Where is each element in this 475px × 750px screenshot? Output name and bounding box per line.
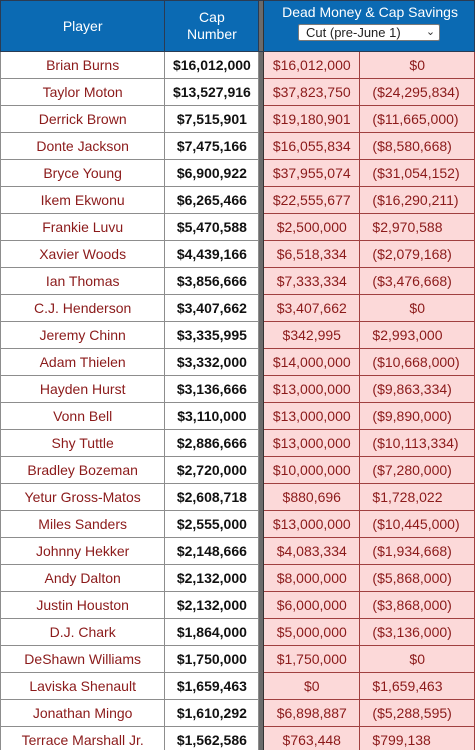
cap-number-cell: $16,012,000 bbox=[165, 52, 259, 79]
cap-number-cell: $7,515,901 bbox=[165, 106, 259, 133]
cap-savings-cell: ($10,113,334) bbox=[360, 430, 475, 457]
dead-money-cell: $37,955,074 bbox=[264, 160, 360, 187]
player-name-cell[interactable]: Donte Jackson bbox=[1, 133, 165, 160]
dead-money-cell: $0 bbox=[264, 673, 360, 700]
dead-money-cell: $342,995 bbox=[264, 322, 360, 349]
dead-money-header-label: Dead Money & Cap Savings bbox=[282, 4, 458, 20]
cap-savings-cell: $1,728,022 bbox=[360, 484, 475, 511]
table-row bbox=[1, 133, 475, 160]
table-row bbox=[1, 430, 475, 457]
table-row bbox=[1, 241, 475, 268]
cap-savings-cell: ($1,934,668) bbox=[360, 538, 475, 565]
cap-savings-cell: ($3,476,668) bbox=[360, 268, 475, 295]
player-name-cell[interactable]: Andy Dalton bbox=[1, 565, 165, 592]
table-row bbox=[1, 565, 475, 592]
cap-savings-cell: ($9,890,000) bbox=[360, 403, 475, 430]
table-row bbox=[1, 52, 475, 79]
player-name-cell[interactable]: Laviska Shenault bbox=[1, 673, 165, 700]
table-row bbox=[1, 214, 475, 241]
cap-savings-cell: ($5,868,000) bbox=[360, 565, 475, 592]
table-row bbox=[1, 160, 475, 187]
cap-number-cell: $1,750,000 bbox=[165, 646, 259, 673]
cap-number-cell: $3,407,662 bbox=[165, 295, 259, 322]
cap-number-cell: $6,265,466 bbox=[165, 187, 259, 214]
dead-money-cell: $13,000,000 bbox=[264, 511, 360, 538]
player-name-cell[interactable]: Ikem Ekwonu bbox=[1, 187, 165, 214]
table-row bbox=[1, 268, 475, 295]
cut-type-select[interactable] bbox=[298, 24, 440, 41]
table-row bbox=[1, 376, 475, 403]
dead-money-cell: $10,000,000 bbox=[264, 457, 360, 484]
player-name-cell[interactable]: Johnny Hekker bbox=[1, 538, 165, 565]
dead-money-cell: $13,000,000 bbox=[264, 376, 360, 403]
dead-money-cell: $880,696 bbox=[264, 484, 360, 511]
player-name-cell[interactable]: Bradley Bozeman bbox=[1, 457, 165, 484]
player-name-cell[interactable]: D.J. Chark bbox=[1, 619, 165, 646]
table-row bbox=[1, 646, 475, 673]
cap-savings-cell: ($11,665,000) bbox=[360, 106, 475, 133]
cap-number-cell: $1,610,292 bbox=[165, 700, 259, 727]
cap-savings-cell: ($16,290,211) bbox=[360, 187, 475, 214]
dead-money-cell: $16,012,000 bbox=[264, 52, 360, 79]
cap-number-cell: $3,110,000 bbox=[165, 403, 259, 430]
player-name-cell[interactable]: Shy Tuttle bbox=[1, 430, 165, 457]
table-body bbox=[1, 52, 475, 750]
table-row bbox=[1, 403, 475, 430]
cap-savings-cell: $2,970,588 bbox=[360, 214, 475, 241]
dead-money-column-header bbox=[264, 1, 475, 52]
cap-number-cell: $2,132,000 bbox=[165, 592, 259, 619]
dead-money-cell: $6,898,887 bbox=[264, 700, 360, 727]
cap-savings-cell: $0 bbox=[360, 52, 475, 79]
table-row bbox=[1, 106, 475, 133]
cap-number-cell: $3,856,666 bbox=[165, 268, 259, 295]
table-row bbox=[1, 322, 475, 349]
player-name-cell[interactable]: Taylor Moton bbox=[1, 79, 165, 106]
dead-money-cell: $5,000,000 bbox=[264, 619, 360, 646]
cap-savings-cell: ($5,288,595) bbox=[360, 700, 475, 727]
dead-money-cell: $19,180,901 bbox=[264, 106, 360, 133]
cap-number-cell: $5,470,588 bbox=[165, 214, 259, 241]
table-row bbox=[1, 484, 475, 511]
cap-number-cell: $1,562,586 bbox=[165, 727, 259, 750]
table-row bbox=[1, 727, 475, 750]
cap-number-cell: $1,864,000 bbox=[165, 619, 259, 646]
cap-savings-cell: ($2,079,168) bbox=[360, 241, 475, 268]
cut-type-selected-value: Cut (pre-June 1) bbox=[306, 25, 401, 40]
table-row bbox=[1, 457, 475, 484]
player-name-cell[interactable]: Vonn Bell bbox=[1, 403, 165, 430]
dead-money-cell: $4,083,334 bbox=[264, 538, 360, 565]
table-header bbox=[1, 1, 475, 52]
dead-money-cell: $14,000,000 bbox=[264, 349, 360, 376]
cap-header-line1: Cap bbox=[199, 9, 225, 25]
cap-number-cell: $2,608,718 bbox=[165, 484, 259, 511]
cap-number-cell: $7,475,166 bbox=[165, 133, 259, 160]
table-row bbox=[1, 187, 475, 214]
table-row bbox=[1, 295, 475, 322]
table-row bbox=[1, 619, 475, 646]
player-name-cell[interactable]: Justin Houston bbox=[1, 592, 165, 619]
cap-savings-cell: ($9,863,334) bbox=[360, 376, 475, 403]
dead-money-cell: $13,000,000 bbox=[264, 403, 360, 430]
table-row bbox=[1, 673, 475, 700]
cap-number-cell: $4,439,166 bbox=[165, 241, 259, 268]
cap-number-cell: $2,886,666 bbox=[165, 430, 259, 457]
cap-header-line2: Number bbox=[186, 26, 237, 42]
dead-money-cell: $1,750,000 bbox=[264, 646, 360, 673]
player-name-cell[interactable]: Terrace Marshall Jr. bbox=[1, 727, 165, 750]
cap-savings-cell: $2,993,000 bbox=[360, 322, 475, 349]
cap-number-cell: $3,136,666 bbox=[165, 376, 259, 403]
dead-money-cell: $8,000,000 bbox=[264, 565, 360, 592]
player-name-cell[interactable]: Ian Thomas bbox=[1, 268, 165, 295]
cap-savings-cell: $0 bbox=[360, 646, 475, 673]
cap-savings-cell: ($10,445,000) bbox=[360, 511, 475, 538]
cap-number-column-header[interactable] bbox=[165, 1, 259, 52]
dead-money-cell: $763,448 bbox=[264, 727, 360, 750]
cap-number-cell: $6,900,922 bbox=[165, 160, 259, 187]
table-row bbox=[1, 79, 475, 106]
player-name-cell[interactable]: Frankie Luvu bbox=[1, 214, 165, 241]
dead-money-cell: $2,500,000 bbox=[264, 214, 360, 241]
player-header-label: Player bbox=[62, 17, 103, 34]
cap-savings-cell: ($8,580,668) bbox=[360, 133, 475, 160]
cap-savings-cell: ($7,280,000) bbox=[360, 457, 475, 484]
dead-money-cell: $3,407,662 bbox=[264, 295, 360, 322]
table-row bbox=[1, 349, 475, 376]
dead-money-cell: $6,518,334 bbox=[264, 241, 360, 268]
player-name-cell[interactable]: Jeremy Chinn bbox=[1, 322, 165, 349]
cap-savings-cell: $1,659,463 bbox=[360, 673, 475, 700]
player-name-cell[interactable]: Bryce Young bbox=[1, 160, 165, 187]
table-row bbox=[1, 700, 475, 727]
chevron-down-icon: ⌄ bbox=[425, 26, 436, 38]
cap-savings-cell: ($31,054,152) bbox=[360, 160, 475, 187]
cap-number-cell: $2,132,000 bbox=[165, 565, 259, 592]
cap-savings-cell: $799,138 bbox=[360, 727, 475, 750]
cap-number-cell: $2,555,000 bbox=[165, 511, 259, 538]
player-column-header[interactable] bbox=[1, 1, 165, 52]
player-name-cell[interactable]: Miles Sanders bbox=[1, 511, 165, 538]
table-row bbox=[1, 592, 475, 619]
player-name-cell[interactable]: Jonathan Mingo bbox=[1, 700, 165, 727]
player-name-cell[interactable]: Adam Thielen bbox=[1, 349, 165, 376]
cap-number-cell: $1,659,463 bbox=[165, 673, 259, 700]
cap-savings-cell: ($24,295,834) bbox=[360, 79, 475, 106]
player-name-cell[interactable]: DeShawn Williams bbox=[1, 646, 165, 673]
player-name-cell[interactable]: C.J. Henderson bbox=[1, 295, 165, 322]
cap-savings-cell: ($3,868,000) bbox=[360, 592, 475, 619]
player-name-cell[interactable]: Yetur Gross-Matos bbox=[1, 484, 165, 511]
cap-savings-cell: ($3,136,000) bbox=[360, 619, 475, 646]
player-name-cell[interactable]: Hayden Hurst bbox=[1, 376, 165, 403]
dead-money-cell: $37,823,750 bbox=[264, 79, 360, 106]
player-name-cell[interactable]: Brian Burns bbox=[1, 52, 165, 79]
cap-savings-cell: ($10,668,000) bbox=[360, 349, 475, 376]
cap-number-cell: $13,527,916 bbox=[165, 79, 259, 106]
cap-number-cell: $3,335,995 bbox=[165, 322, 259, 349]
dead-money-cell: $16,055,834 bbox=[264, 133, 360, 160]
player-name-cell[interactable]: Xavier Woods bbox=[1, 241, 165, 268]
dead-money-cell: $6,000,000 bbox=[264, 592, 360, 619]
dead-money-cell: $22,555,677 bbox=[264, 187, 360, 214]
player-name-cell[interactable]: Derrick Brown bbox=[1, 106, 165, 133]
cap-savings-cell: $0 bbox=[360, 295, 475, 322]
dead-money-cell: $13,000,000 bbox=[264, 430, 360, 457]
cap-number-cell: $2,148,666 bbox=[165, 538, 259, 565]
cap-number-cell: $2,720,000 bbox=[165, 457, 259, 484]
cap-number-cell: $3,332,000 bbox=[165, 349, 259, 376]
dead-money-cell: $7,333,334 bbox=[264, 268, 360, 295]
table-row bbox=[1, 538, 475, 565]
table-row bbox=[1, 511, 475, 538]
